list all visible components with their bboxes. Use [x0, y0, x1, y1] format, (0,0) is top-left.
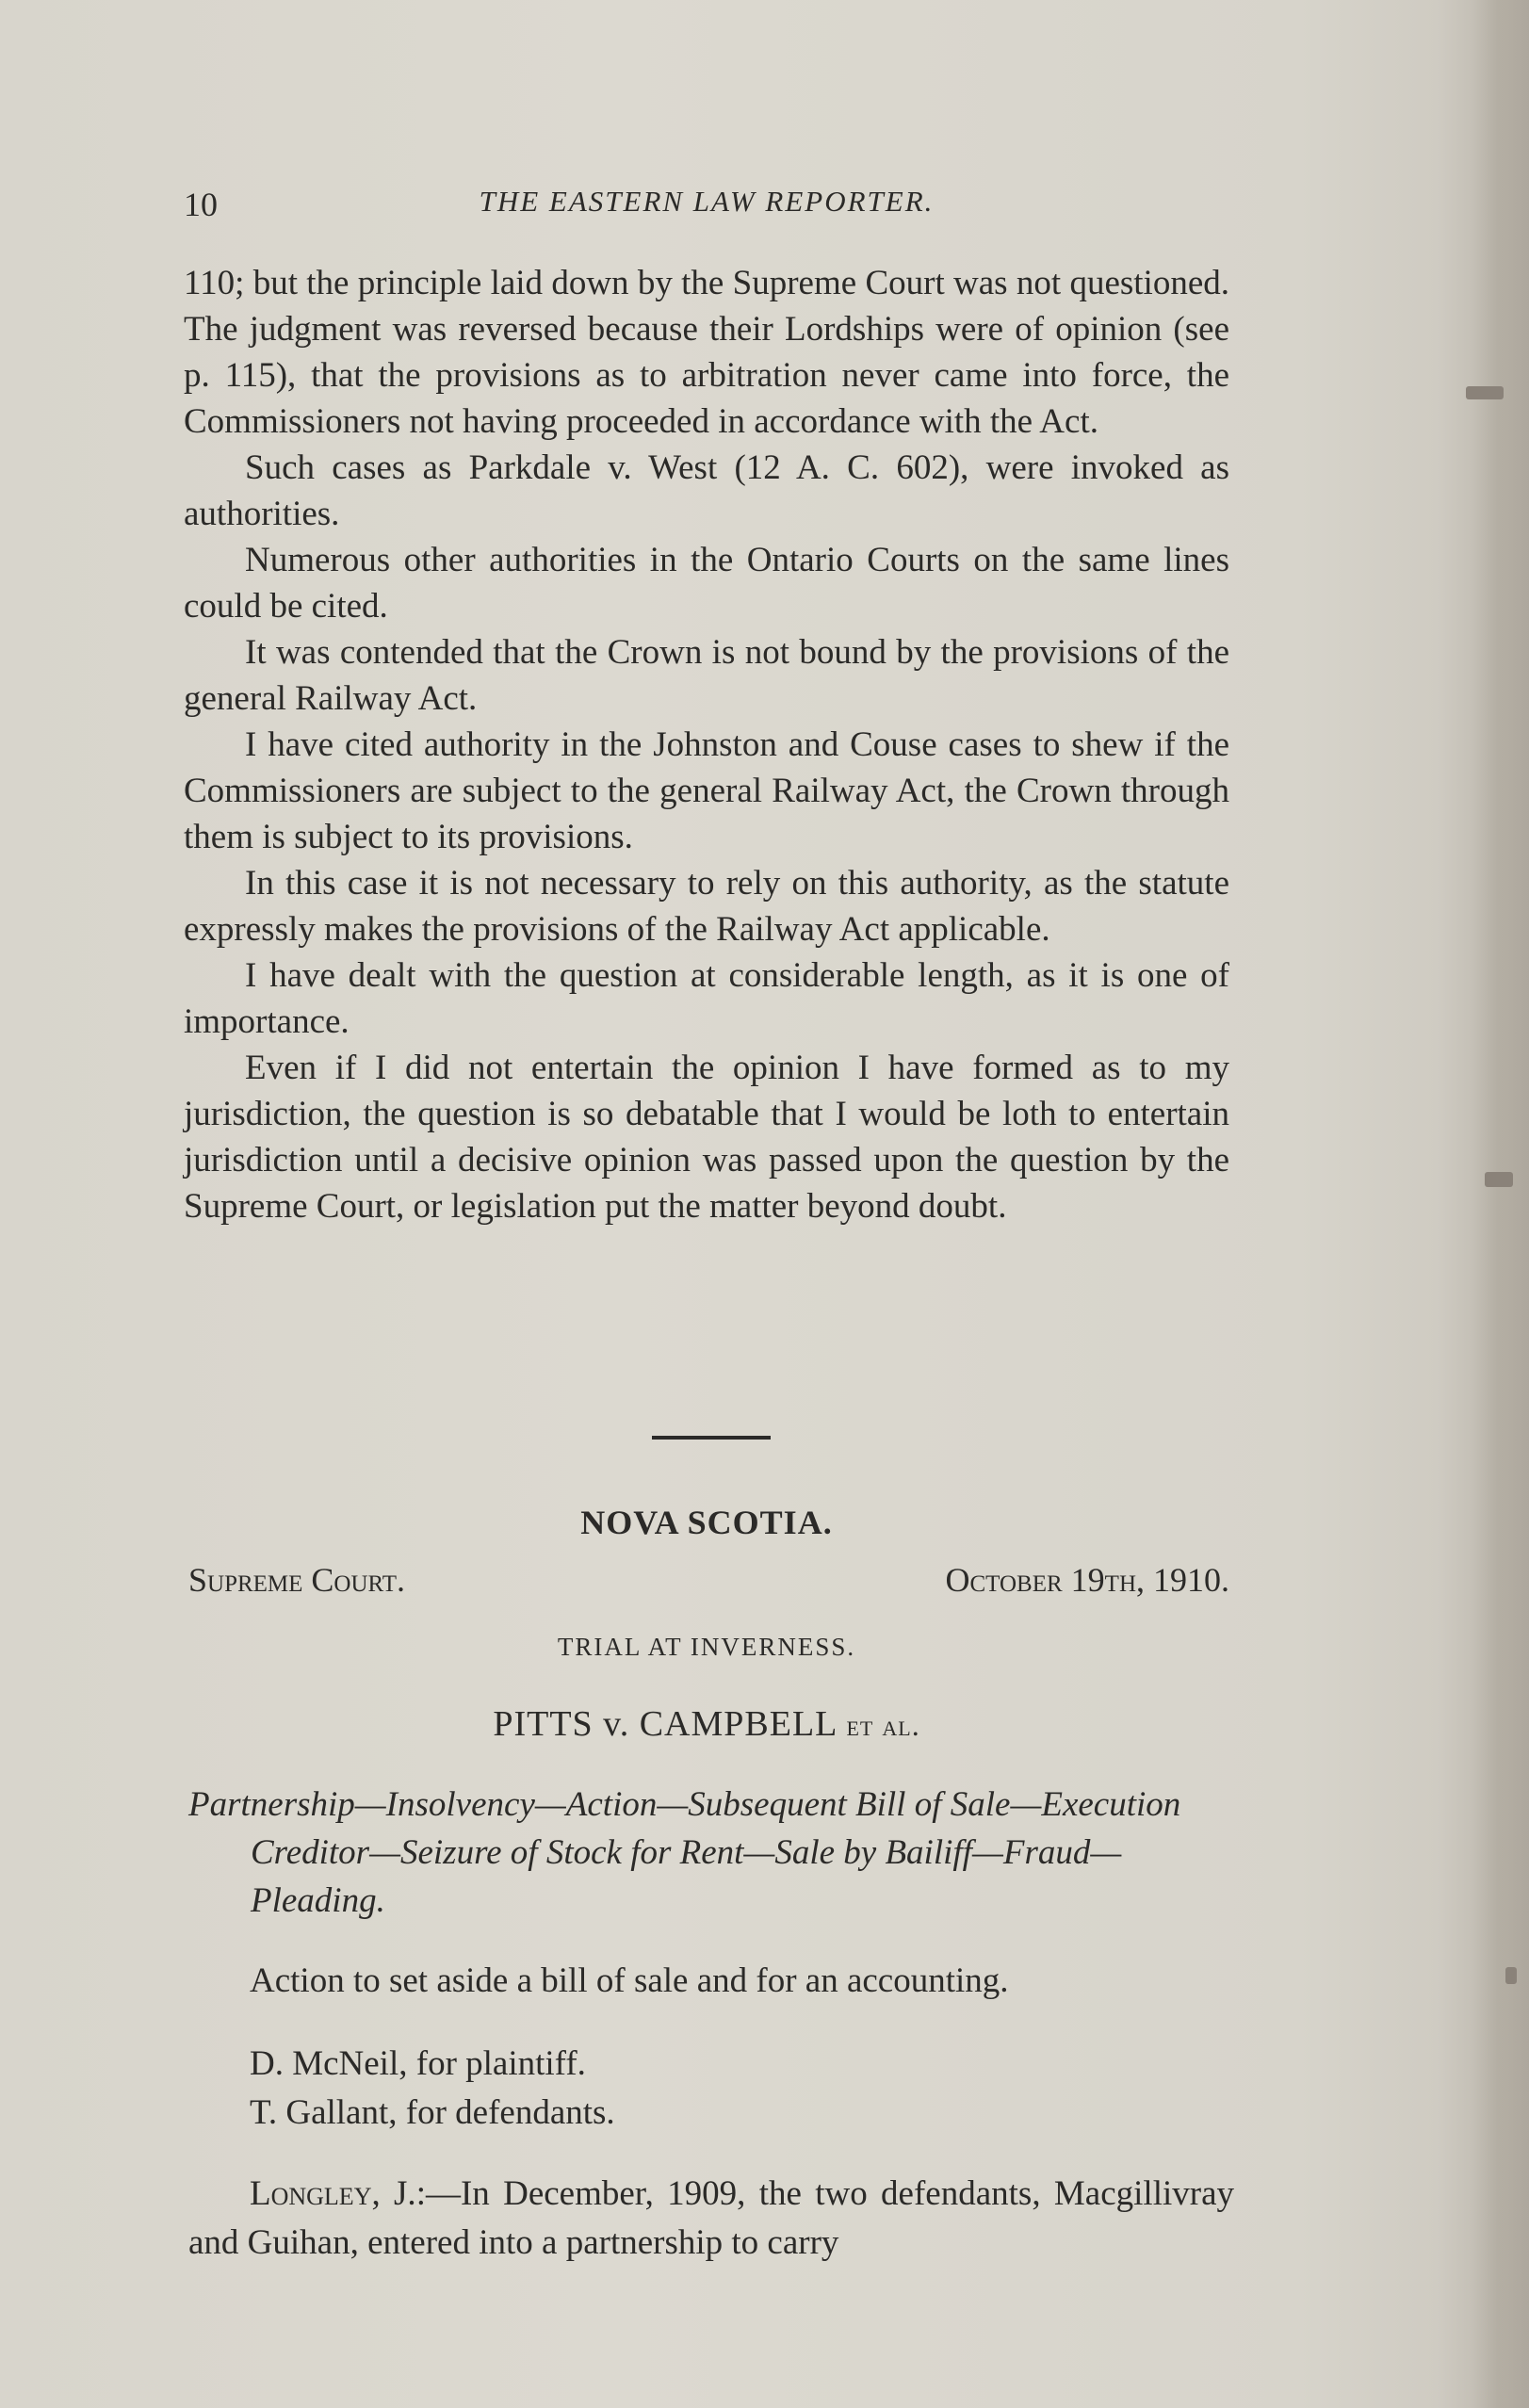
paragraph: Numerous other authorities in the Ontario Courts on the same lines could be cited.: [184, 541, 1229, 626]
case-title: [184, 1703, 1229, 1745]
counsel-plaintiff: D. McNeil, for plaintiff.: [250, 2044, 586, 2083]
counsel-list: [250, 2040, 1234, 2138]
paragraph: Such cases as Parkdale v. West (12 A. C. 602), were invoked as authorities.: [184, 448, 1229, 533]
trial-location: TRIAL AT INVERNESS.: [557, 1633, 856, 1661]
binding-mark: [1466, 386, 1504, 399]
province-heading: NOVA SCOTIA.: [580, 1504, 833, 1541]
court-line: [188, 1560, 1229, 1607]
page-header: [184, 185, 1229, 232]
decision-date: October 19th, 1910.: [945, 1561, 1229, 1599]
paragraph: Even if I did not entertain the opinion I have formed as to my jurisdiction, the question is so debatable that I would be loth to entertain jurisdiction until a decisive opinion was passed upon the question by the Supreme Court, or legislation put the matter beyond doubt.: [184, 1049, 1229, 1226]
judge-name: Longley, J.: [250, 2174, 416, 2213]
page-edge-shadow: [1472, 0, 1529, 2408]
case-title-suffix: et al.: [846, 1708, 920, 1742]
running-title: THE EASTERN LAW REPORTER.: [479, 185, 935, 218]
body-text: [184, 260, 1229, 1229]
binding-mark: [1485, 1172, 1513, 1187]
binding-mark: [1505, 1967, 1517, 1984]
case-title-main: PITTS v. CAMPBELL: [493, 1704, 837, 1744]
judgment-text: :—In December, 1909, the two defendants, Macgillivray and Guihan, entered into a partnership to carry: [188, 2174, 1234, 2262]
action-description: Action to set aside a bill of sale and for an accounting.: [250, 1961, 1009, 2000]
court-name: Supreme Court.: [188, 1561, 405, 1599]
counsel-defendants: T. Gallant, for defendants.: [250, 2093, 615, 2132]
headnote: Partnership—Insolvency—Action—Subsequent Bill of Sale—Execution Creditor—Seizure of Stock for Rent—Sale by Bailiff—Fraud—Pleading.: [188, 1785, 1181, 1920]
paragraph: I have dealt with the question at considerable length, as it is one of importance.: [184, 956, 1229, 1041]
page-number: 10: [184, 186, 218, 223]
paragraph: 110; but the principle laid down by the Supreme Court was not questioned. The judgment was reversed because their Lordships were of opinion (see p. 115), that the provisions as to arbitration never came into force, the Commissioners not having proceeded in accordance with the Act.: [184, 264, 1229, 441]
section-divider: [652, 1436, 771, 1440]
paragraph: In this case it is not necessary to rely on this authority, as the statute expressly makes the provisions of the Railway Act applicable.: [184, 864, 1229, 949]
judgment-opening: [188, 2170, 1234, 2268]
paragraph: It was contended that the Crown is not bound by the provisions of the general Railway Act.: [184, 633, 1229, 718]
paragraph: I have cited authority in the Johnston and Couse cases to shew if the Commissioners are subject to the general Railway Act, the Crown through them is subject to its provisions.: [184, 725, 1229, 856]
